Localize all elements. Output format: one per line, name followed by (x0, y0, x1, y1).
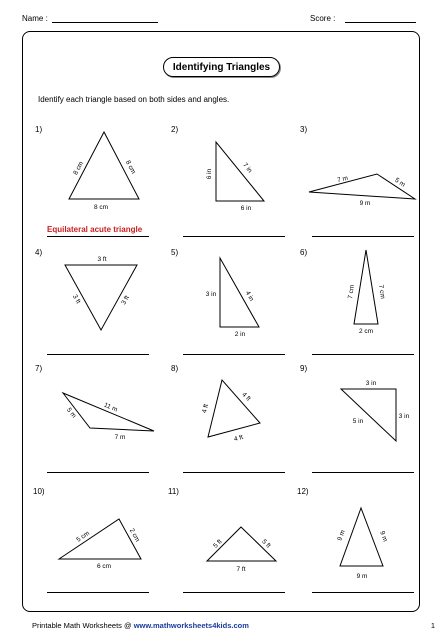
instructions: Identify each triangle based on both sides and angles. (38, 95, 230, 104)
side-label: 7 cm (347, 284, 356, 300)
footer-url-link[interactable]: www.mathworksheets4kids.com (133, 621, 249, 630)
problem-number: 2) (171, 125, 179, 134)
side-label: 7 cm (377, 284, 386, 300)
side-label: 3 in (205, 291, 217, 298)
side-label: 2 cm (358, 328, 374, 335)
side-label: 8 cm (72, 160, 86, 177)
triangle-6 (354, 250, 378, 324)
problem-number: 7) (35, 364, 43, 373)
side-label: 4 ft (201, 403, 211, 414)
triangle-7 (63, 393, 154, 431)
side-label: 5 m (65, 406, 78, 420)
side-label: 7 in (241, 161, 254, 175)
side-label: 4 in (243, 289, 255, 303)
side-label: 11 m (102, 401, 119, 414)
side-label: 3 ft (97, 256, 107, 263)
footer-prefix: Printable Math Worksheets @ (32, 621, 132, 630)
side-label: 9 m (359, 200, 371, 207)
side-label: 9 m (336, 529, 347, 542)
problem-number: 6) (300, 248, 308, 257)
triangle-5 (220, 258, 259, 327)
side-label: 9 m (356, 573, 368, 580)
problem-number: 4) (35, 248, 43, 257)
problem-number: 1) (35, 125, 43, 134)
side-label: 3 ft (71, 293, 82, 305)
side-label: 8 cm (93, 204, 109, 211)
side-label: 6 in (240, 205, 252, 212)
footer-page-number (427, 621, 435, 630)
triangle-12 (340, 508, 383, 566)
side-label: 7 ft (236, 566, 246, 573)
side-label: 4 ft (240, 391, 252, 403)
problem-number: 12) (297, 487, 309, 496)
score-label: Score : (310, 14, 336, 23)
side-label: 5 ft (212, 538, 224, 550)
side-label: 4 ft (233, 433, 244, 444)
footer-credit (32, 621, 249, 630)
side-label: 6 cm (96, 563, 112, 570)
problem-number: 10) (33, 487, 45, 496)
side-label: 3 in (365, 380, 377, 387)
sample-answer: Equilateral acute triangle (47, 225, 143, 234)
side-label: 7 m (336, 174, 349, 185)
worksheet-title: Identifying Triangles (163, 57, 280, 77)
side-label: 3 in (398, 413, 410, 420)
side-label: 9 m (378, 530, 389, 543)
problem-number: 8) (171, 364, 179, 373)
page-number: 1 (430, 621, 435, 630)
problem-number: 9) (300, 364, 308, 373)
side-label: 5 in (352, 418, 364, 425)
side-label: 7 m (114, 434, 126, 441)
triangle-2 (216, 142, 264, 201)
problem-number: 3) (300, 125, 308, 134)
side-label: 6 in (206, 168, 213, 180)
side-label: 5 cm (75, 529, 91, 544)
side-label: 5 ft (260, 538, 272, 550)
side-label: 2 cm (127, 527, 141, 544)
problem-number: 11) (168, 487, 179, 496)
side-label: 3 ft (120, 294, 131, 306)
side-label: 8 cm (123, 159, 137, 176)
problem-number: 5) (171, 248, 179, 257)
side-label: 2 in (234, 331, 246, 338)
name-label: Name : (22, 14, 48, 23)
triangle-10 (59, 519, 141, 559)
triangle-8 (208, 380, 260, 437)
side-label: 5 m (393, 176, 407, 189)
triangle-9 (341, 389, 396, 441)
